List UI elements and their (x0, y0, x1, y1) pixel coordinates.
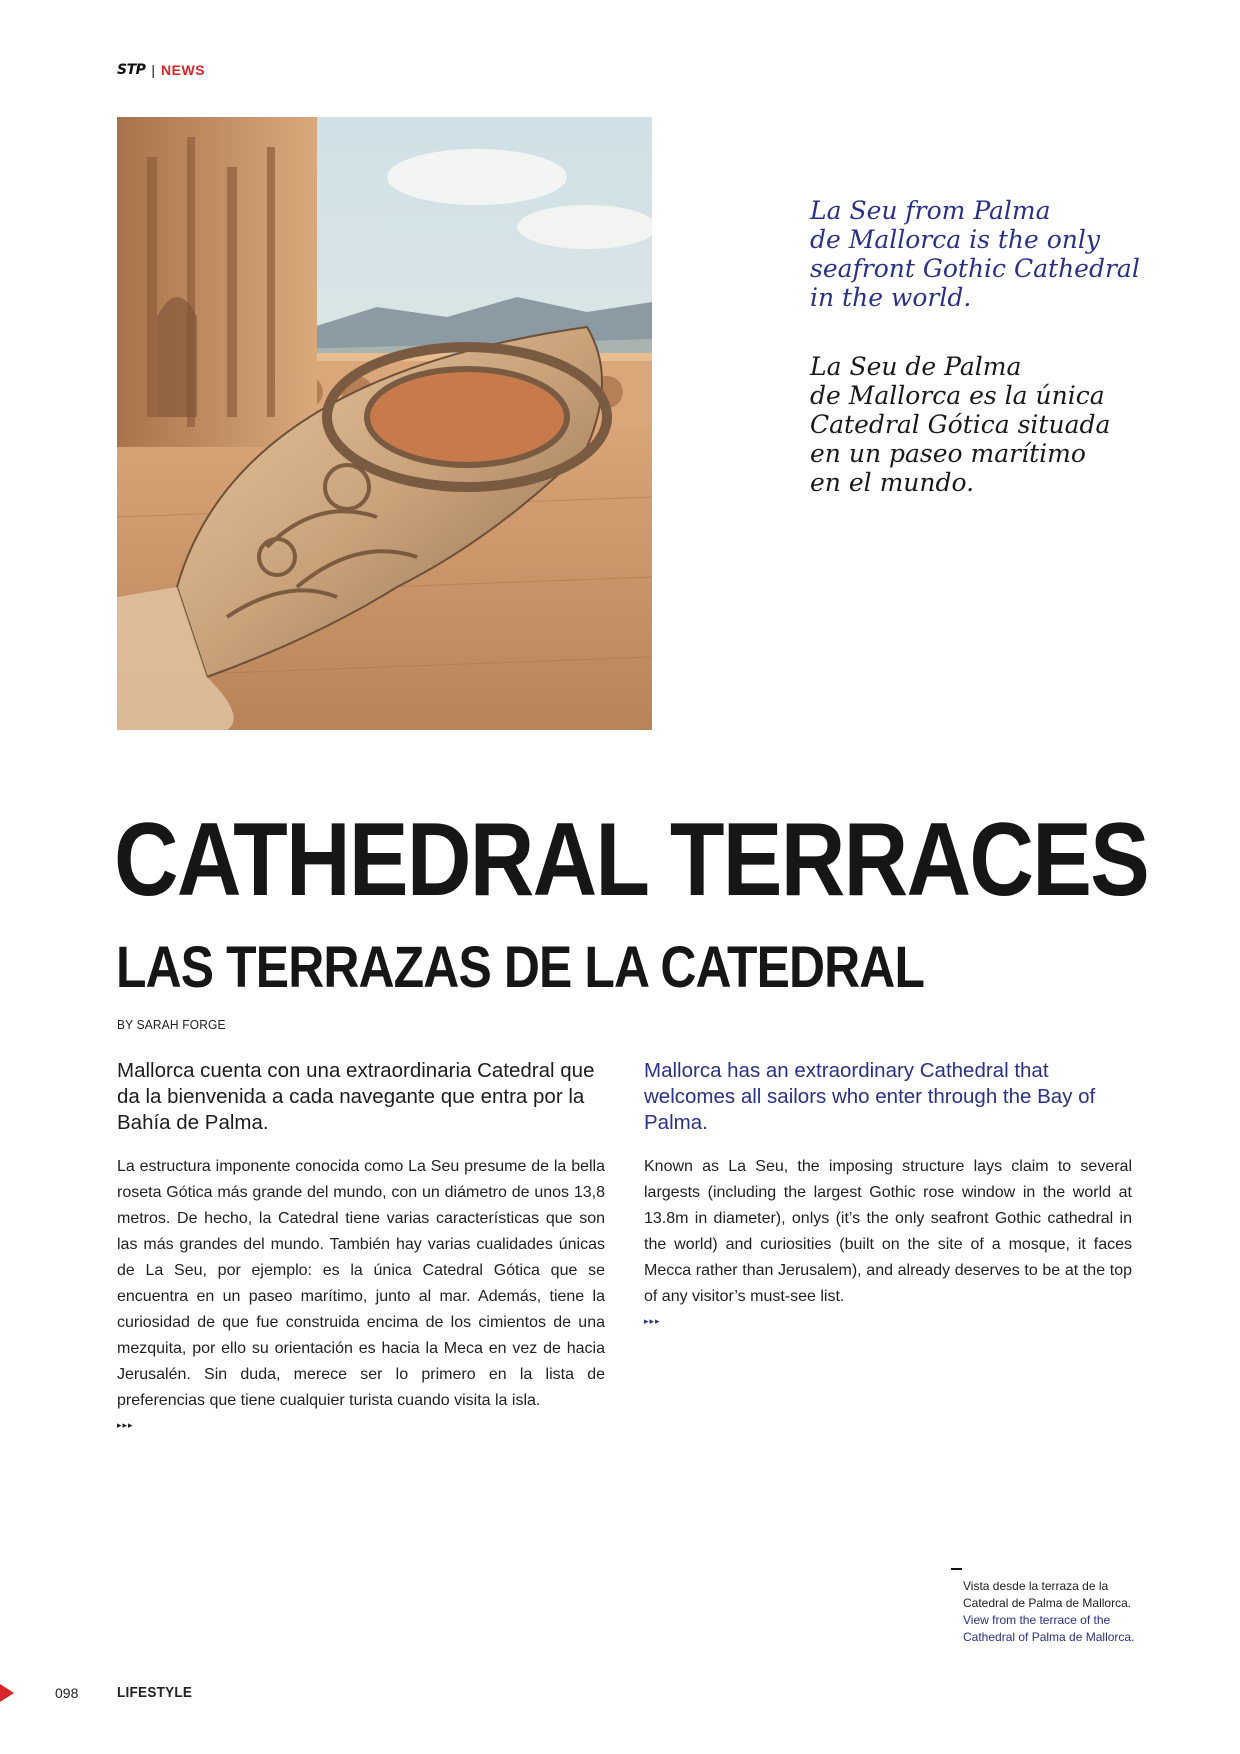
spanish-body: La estructura imponente conocida como La Seu presume de la bella roseta Gótica más grande del mundo, con un diámetro de unos 13,8 metros. De hecho, la Catedral tiene varias características que son las más grandes del mundo. También hay varias cualidades únicas de La Seu, por ejemplo: es la única Catedral Gótica que se encuentra en un paseo marítimo, junto al mar. Además, tiene la curiosidad de que fue construida encima de los cimientos de una mezquita, por ello su orientación es hacia la Meca en vez de hacia Jerusalén. Sin duda, merece ser lo primero en la lista de preferencias que tiene cualquier turista cuando visita la isla. (117, 1158, 605, 1409)
spanish-lead: Mallorca cuenta con una extraordinaria Catedral que da la bienvenida a cada navegante que entra por la Bahía de Palma. (117, 1059, 595, 1134)
cathedral-rose-window-photo (117, 117, 652, 730)
magazine-header (117, 62, 205, 78)
pull-quote-english: La Seu from Palma de Mallorca is the only seafront Gothic Cathedral in the world. (810, 196, 1140, 312)
article-headline: CATHEDRAL TERRACES (114, 802, 1149, 918)
section-label: NEWS (161, 62, 206, 78)
english-column (644, 1058, 1132, 1327)
article-subheadline: LAS TERRAZAS DE LA CATEDRAL (116, 935, 925, 1000)
photo-caption (963, 1578, 1163, 1646)
caption-dash (951, 1568, 962, 1570)
english-body: Known as La Seu, the imposing structure lays claim to several largests (including the largest Gothic rose window in the world at 13.8m in diameter), onlys (it’s the only seafront Gothic cathedral in the world) and curiosities (built on the site of a mosque, it faces Mecca rather than Jerusalem), and already deserves to be at the top of any visitor’s must-see list. (644, 1158, 1132, 1305)
continue-arrows-icon: ▸▸▸ (117, 1420, 134, 1430)
spanish-column (117, 1058, 605, 1431)
header-separator: | (151, 62, 156, 78)
continue-arrows-icon: ▸▸▸ (644, 1316, 661, 1326)
footer-section: LIFESTYLE (117, 1684, 193, 1701)
page-number: 098 (55, 1685, 79, 1701)
byline: BY SARAH FORGE (117, 1017, 226, 1032)
english-lead: Mallorca has an extraordinary Cathedral that welcomes all sailors who enter through the Bay of Palma. (644, 1059, 1096, 1134)
caption-spanish: Vista desde la terraza de la Catedral de Palma de Mallorca. (963, 1579, 1132, 1610)
page-marker-icon (0, 1684, 14, 1702)
brand-logo: STP (117, 62, 146, 78)
caption-english: View from the terrace of the Cathedral of Palma de Mallorca. (963, 1613, 1135, 1644)
pull-quote-spanish: La Seu de Palma de Mallorca es la única Catedral Gótica situada en un paseo marítimo en el mundo. (810, 352, 1111, 497)
